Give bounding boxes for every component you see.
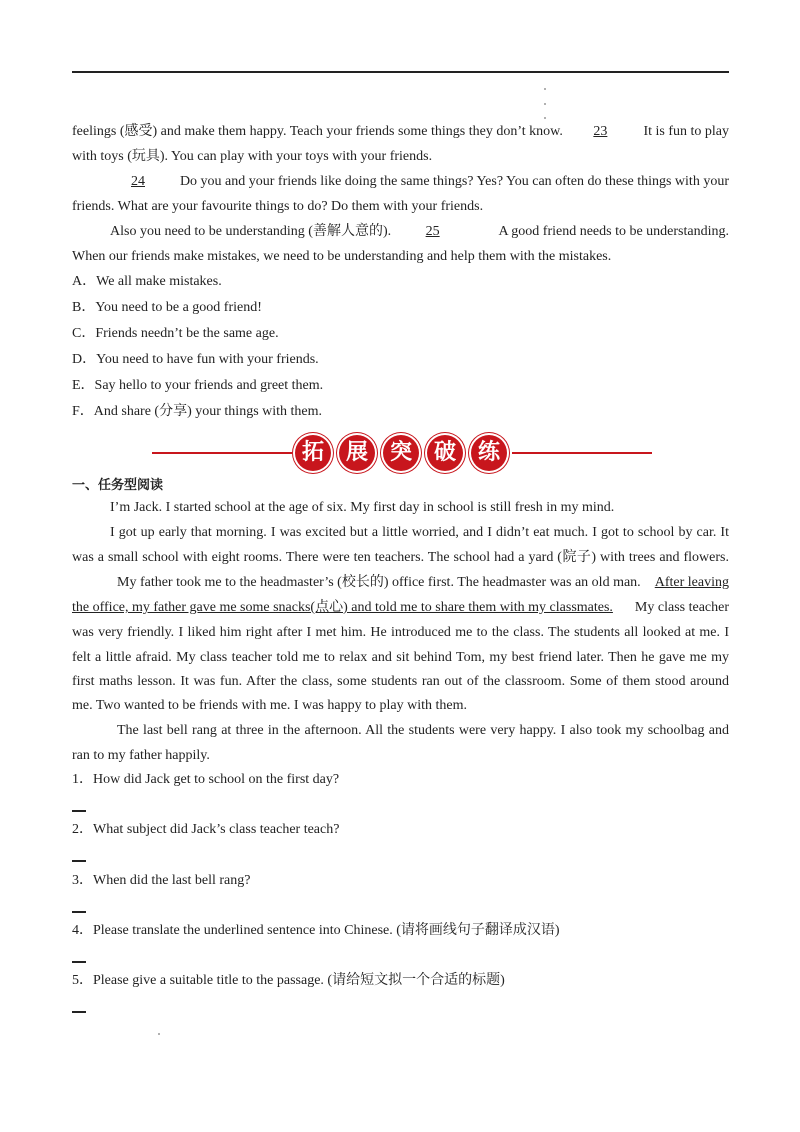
blank-23[interactable]: 23	[593, 124, 608, 139]
question-3: 3．When did the last bell rang?	[72, 873, 251, 888]
passage-text: Also you need to be understanding (善解人意的).	[110, 224, 392, 239]
passage-text: My class teacher	[634, 600, 729, 615]
banner-char: 练	[471, 435, 507, 471]
passage-line: When our friends make mistakes, we need to be understanding and help them with the mistakes.	[72, 249, 612, 264]
section-heading: 一、任务型阅读	[72, 478, 164, 493]
banner-rule-left	[152, 452, 292, 454]
answer-line-3[interactable]	[72, 911, 86, 913]
passage-line	[72, 222, 729, 242]
answer-line-1[interactable]	[72, 810, 86, 812]
header-rule	[72, 71, 729, 73]
passage-line: The last bell rang at three in the afternoon. All the students were very happy. I also took my schoolbag and	[117, 723, 729, 738]
scan-mark	[544, 103, 546, 105]
question-5: 5．Please give a suitable title to the passage. (请给短文拟一个合适的标题)	[72, 973, 505, 988]
passage-line: I’m Jack. I started school at the age of six. My first day in school is still fresh in my mind.	[110, 500, 615, 515]
passage-line: me. Two wanted to be friends with me. I was happy to play with them.	[72, 698, 467, 713]
passage-text: A good friend needs to be understanding.	[498, 224, 729, 239]
underlined-sentence: After leaving	[654, 575, 729, 590]
passage-line: felt a little afraid. My class teacher told me to relax and sit behind Tom, my best friend later. Then he gave me my	[72, 650, 729, 665]
passage-line: I got up early that morning. I was excited but a little worried, and I didn’t eat much. I got to school by car. It	[110, 525, 729, 540]
passage-line: ran to my father happily.	[72, 748, 210, 763]
option-f: F．And share (分享) your things with them.	[72, 404, 323, 419]
option-a: A．We all make mistakes.	[72, 274, 222, 289]
passage-line: friends. What are your favourite things to do? Do them with your friends.	[72, 199, 484, 214]
scan-mark	[544, 117, 546, 119]
banner-char: 突	[383, 435, 419, 471]
option-e: E．Say hello to your friends and greet them.	[72, 378, 324, 393]
passage-line	[72, 122, 729, 142]
question-1: 1．How did Jack get to school on the first day?	[72, 772, 340, 787]
banner-char: 展	[339, 435, 375, 471]
option-b: B．You need to be a good friend!	[72, 300, 262, 315]
passage-text: Do you and your friends like doing the same things? Yes? You can often do these things with your	[179, 174, 729, 189]
passage-text: feelings (感受) and make them happy. Teach your friends some things they don’t know.	[72, 124, 563, 139]
banner-rule-right	[512, 452, 652, 454]
passage-line	[72, 598, 729, 618]
blank-25[interactable]: 25	[425, 224, 440, 239]
scan-mark	[544, 88, 546, 90]
passage-line	[72, 573, 729, 593]
section-banner	[152, 432, 652, 474]
passage-line: was a small school with eight rooms. There were ten teachers. The school had a yard (院子) with trees and flowers.	[72, 550, 729, 565]
passage-line: was very friendly. I liked him right after I met him. He introduced me to the class. The students all looked at me. I	[72, 625, 729, 640]
passage-line: first maths lesson. It was fun. After the class, some students ran out of the classroom. Some of them stood around	[72, 674, 729, 689]
passage-line	[72, 172, 729, 192]
option-d: D．You need to have fun with your friends.	[72, 352, 319, 367]
answer-line-4[interactable]	[72, 961, 86, 963]
passage-line: with toys (玩具). You can play with your toys with your friends.	[72, 149, 433, 164]
question-4: 4．Please translate the underlined sentence into Chinese. (请将画线句子翻译成汉语)	[72, 923, 560, 938]
answer-line-5[interactable]	[72, 1011, 86, 1013]
passage-text: It is fun to play	[643, 124, 729, 139]
option-c: C．Friends needn’t be the same age.	[72, 326, 279, 341]
banner-char: 拓	[295, 435, 331, 471]
scan-mark	[158, 1033, 160, 1035]
underlined-sentence: the office, my father gave me some snacks(点心) and told me to share them with my classmates.	[72, 600, 613, 615]
passage-text: My father took me to the headmaster’s (校长的) office first. The headmaster was an old man.	[117, 575, 641, 590]
banner-char: 破	[427, 435, 463, 471]
answer-line-2[interactable]	[72, 860, 86, 862]
blank-24[interactable]: 24	[131, 174, 145, 189]
question-2: 2．What subject did Jack’s class teacher teach?	[72, 822, 340, 837]
